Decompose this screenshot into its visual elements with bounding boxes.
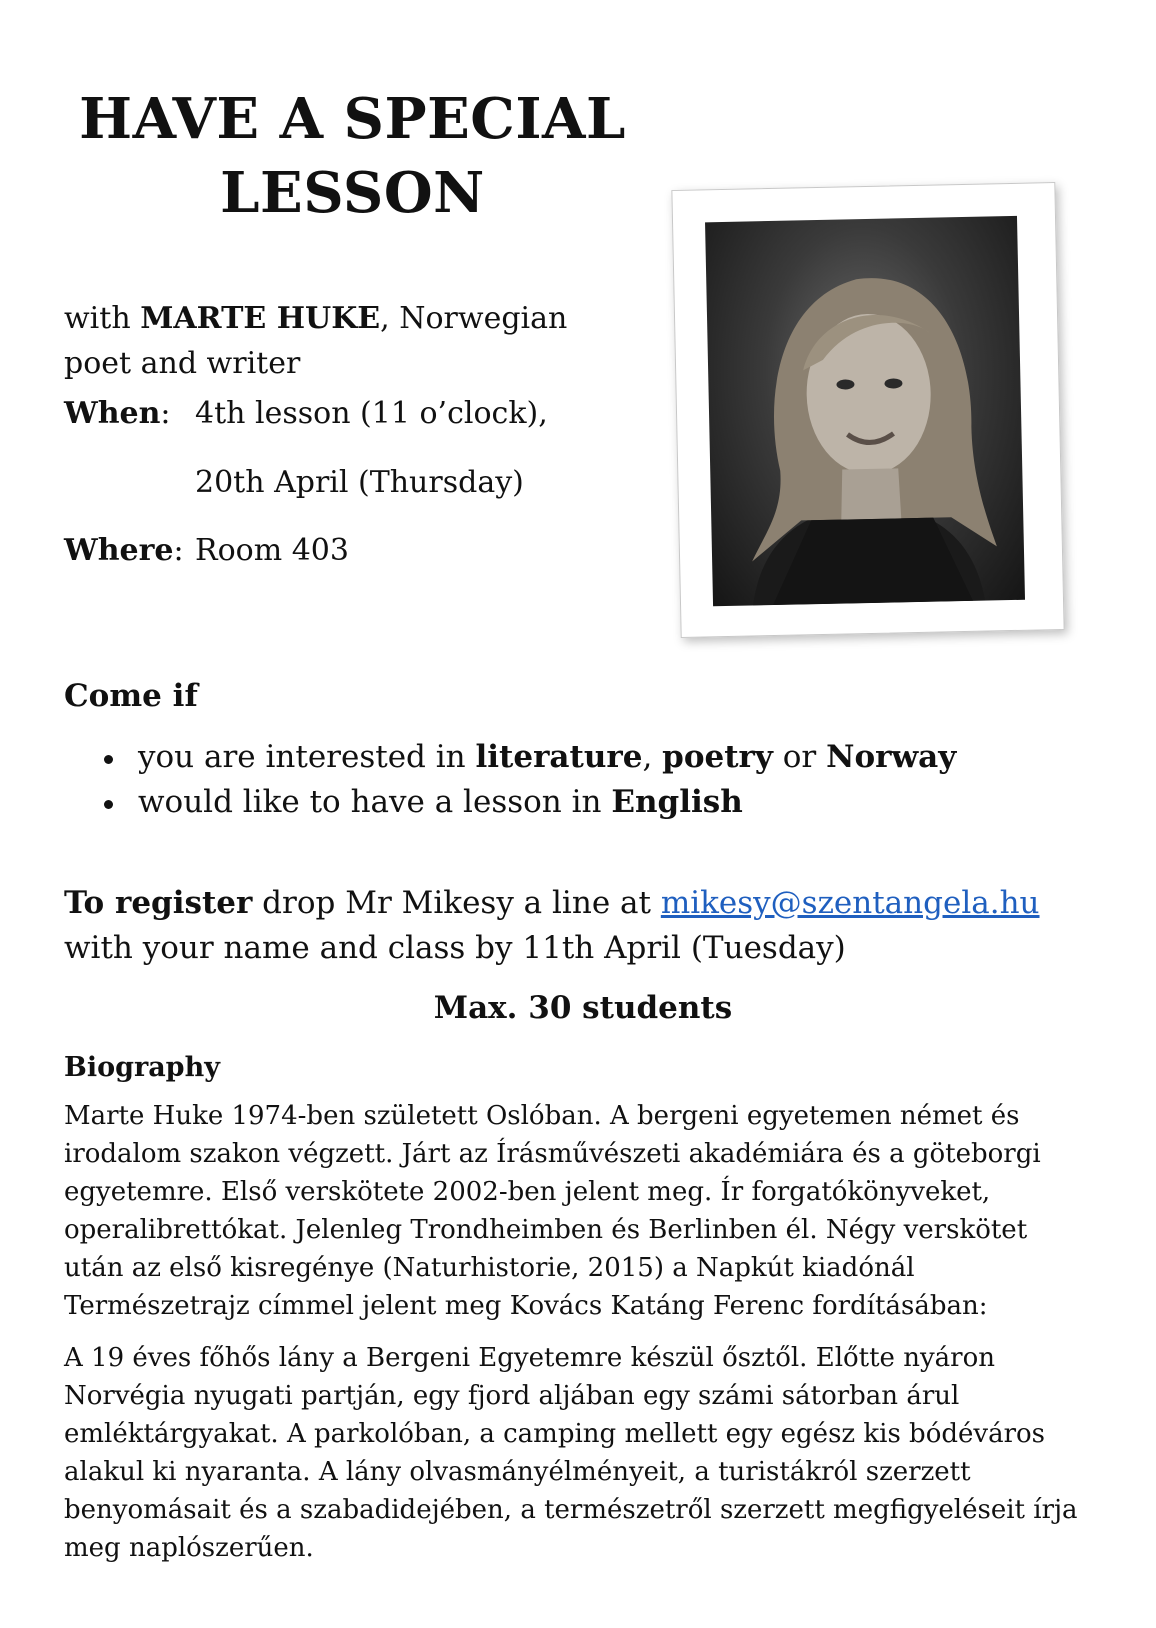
title-line-1: HAVE A SPECIAL: [79, 86, 626, 152]
where-colon: :: [173, 533, 184, 568]
bio-line: Természetrajz címmel jelent meg Kovács Katáng Ferenc fordításában:: [64, 1291, 988, 1321]
portrait-illustration: [705, 216, 1025, 606]
where-value: Room 403: [195, 533, 349, 568]
list-item: [100, 780, 1100, 825]
list-item-bold: English: [611, 784, 743, 820]
come-if-list: [100, 735, 1100, 825]
come-if-heading: Come if: [64, 678, 198, 714]
where-label: Where: [64, 533, 174, 568]
bio-line: Marte Huke 1974-ben született Oslóban. A bergeni egyetemen német és: [64, 1101, 1020, 1131]
register-line-2: with your name and class by 11th April (Tuesday): [64, 930, 846, 966]
intro-line-2: poet and writer: [64, 346, 301, 381]
bio-line: Norvégia nyugati partján, egy fjord aljában egy számi sátorban árul: [64, 1381, 960, 1411]
bio-line: benyomásait és a szabadidejében, a természetről szerzett megfigyeléseit írja: [64, 1495, 1078, 1525]
biography-paragraph-2: [64, 1339, 1104, 1567]
intro-prefix: with: [64, 301, 141, 336]
bio-line: alakul ki nyaranta. A lány olvasmányélményeit, a turistákról szerzett: [64, 1457, 971, 1487]
when-label-row: [64, 394, 171, 434]
register-text-1: drop Mr Mikesy a line at: [252, 885, 661, 921]
page-title: [50, 82, 655, 230]
bio-line: meg naplószerűen.: [64, 1533, 314, 1563]
bio-line: A 19 éves főhős lány a Bergeni Egyetemre készül ősztől. Előtte nyáron: [64, 1343, 995, 1373]
speaker-name: MARTE HUKE: [140, 301, 381, 336]
intro-text: [64, 296, 664, 386]
portrait-photo: [705, 216, 1025, 606]
title-line-2: LESSON: [220, 160, 485, 226]
biography-paragraph-1: [64, 1097, 1104, 1325]
bio-line: emléktárgyakat. A parkolóban, a camping mellett egy egész kis bódéváros: [64, 1419, 1045, 1449]
biography-heading: Biography: [64, 1052, 220, 1083]
list-item-text: or: [772, 739, 827, 775]
photo-frame: [671, 182, 1064, 638]
list-item-bold: literature: [475, 739, 643, 775]
where-label-row: [64, 531, 184, 571]
list-item-text: would like to have a lesson in: [138, 784, 612, 820]
bio-line: irodalom szakon végzett. Járt az Írásművészeti akadémiára és a göteborgi: [64, 1139, 1041, 1169]
list-item-bold: poetry: [662, 739, 773, 775]
register-text: [64, 881, 1114, 971]
email-link[interactable]: mikesy@szentangela.hu: [660, 885, 1040, 921]
bio-line: után az első kisregénye (Naturhistorie, 2015) a Napkút kiadónál: [64, 1253, 915, 1283]
list-item: [100, 735, 1100, 780]
list-item-bold: Norway: [826, 739, 957, 775]
when-line-1: 4th lesson (11 o’clock),: [195, 396, 548, 431]
register-bold: To register: [64, 885, 253, 921]
bio-line: operalibrettókat. Jelenleg Trondheimben és Berlinben él. Négy verskötet: [64, 1215, 1028, 1245]
list-item-text: ,: [642, 739, 663, 775]
max-students: Max. 30 students: [433, 990, 733, 1026]
when-line-2: 20th April (Thursday): [195, 465, 524, 500]
when-label: When: [64, 396, 161, 431]
when-colon: :: [160, 396, 171, 431]
intro-suffix: , Norwegian: [380, 301, 568, 336]
list-item-text: you are interested in: [138, 739, 476, 775]
bio-line: egyetemre. Első verskötete 2002-ben jelent meg. Ír forgatókönyveket,: [64, 1177, 991, 1207]
